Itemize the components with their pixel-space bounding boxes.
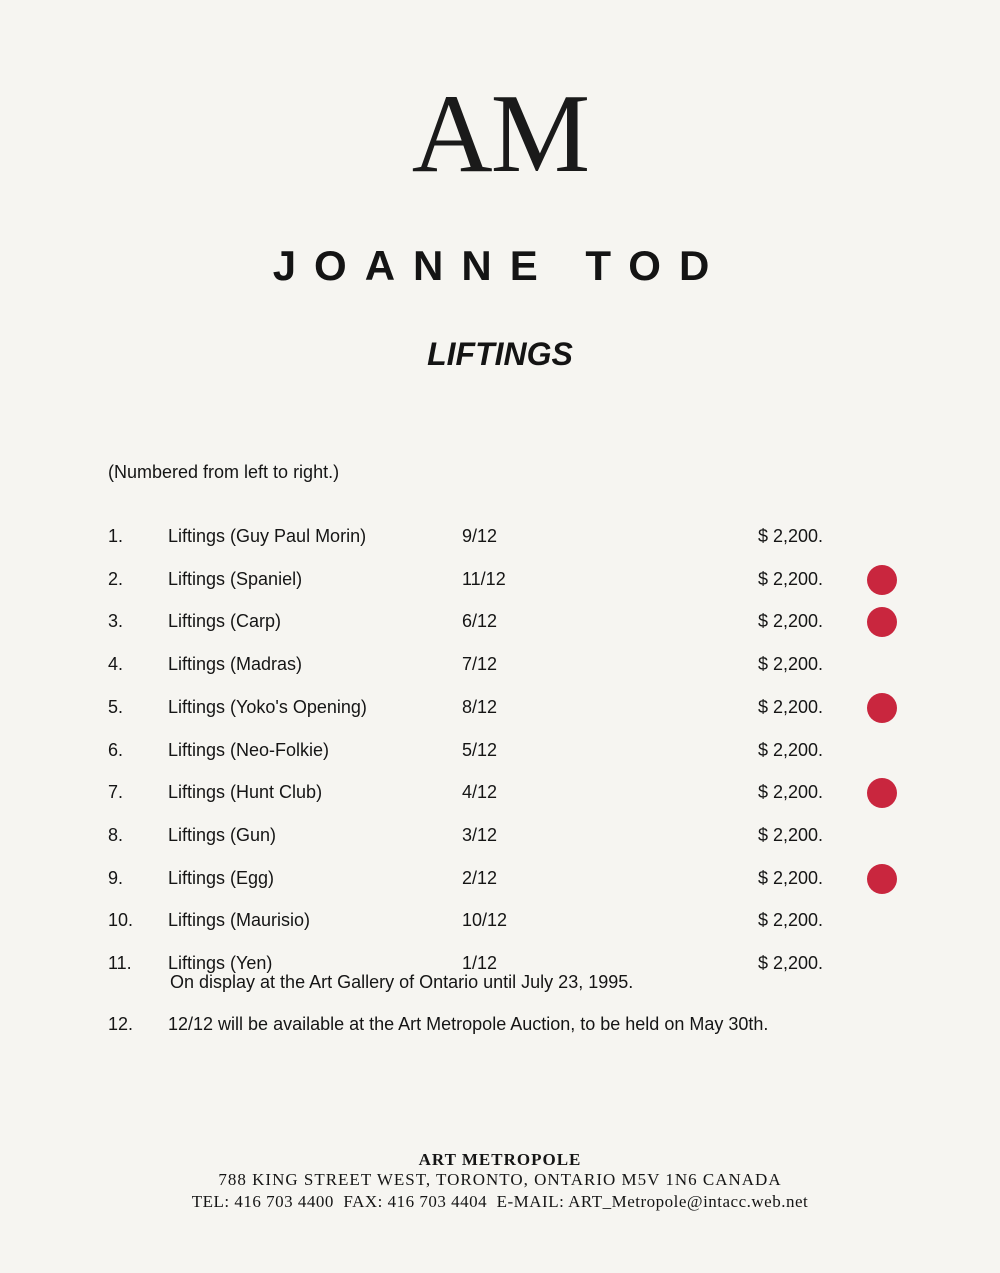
work-title: Liftings (Yen) [168,953,273,973]
sold-dot [867,693,897,723]
item-number: 4. [108,654,124,674]
footer-gallery-name: ART METROPOLE [418,1150,582,1169]
work-row [0,654,1000,684]
edition-number: 2/12 [462,868,498,888]
artist-name: JOANNE TOD [272,242,728,289]
edition-number: 5/12 [462,740,498,760]
item-number: 2. [108,569,124,589]
sold-dot [867,607,897,637]
work-title: Liftings (Guy Paul Morin) [168,526,367,546]
work-price: $ 2,200. [758,526,824,546]
work-title: Liftings (Madras) [168,654,303,674]
sold-dot [867,778,897,808]
edition-number: 4/12 [462,782,498,802]
work-title: Liftings (Egg) [168,868,275,888]
work-price: $ 2,200. [758,953,824,973]
work-row [0,611,1000,641]
work-title: Liftings (Neo-Folkie) [168,740,330,760]
item-number: 8. [108,825,124,845]
work-price: $ 2,200. [758,697,824,717]
work-title: Liftings (Spaniel) [168,569,303,589]
work-price: $ 2,200. [758,569,824,589]
work-price: $ 2,200. [758,782,824,802]
footer-address: 788 KING STREET WEST, TORONTO, ONTARIO M5V 1N6 CANADA [218,1170,782,1189]
edition-number: 7/12 [462,654,498,674]
work-title: Liftings (Hunt Club) [168,782,323,802]
item-12-row [0,1014,1000,1044]
item-number: 9. [108,868,124,888]
item-number: 3. [108,611,124,631]
item-number: 7. [108,782,124,802]
footer-contact: TEL: 416 703 4400 FAX: 416 703 4404 E-MAIL: ART_Metropole@intacc.web.net [191,1192,809,1211]
edition-number: 6/12 [462,611,498,631]
work-row [0,569,1000,599]
work-price: $ 2,200. [758,611,824,631]
work-price: $ 2,200. [758,868,824,888]
work-title: Liftings (Yoko's Opening) [168,697,367,717]
item-number: 12. [108,1014,134,1034]
item-11-note: On display at the Art Gallery of Ontario until July 23, 1995. [170,972,634,992]
work-row [0,782,1000,812]
work-title: Liftings (Gun) [168,825,277,845]
edition-number: 8/12 [462,697,498,717]
exhibition-title: LIFTINGS [427,336,573,372]
edition-number: 3/12 [462,825,498,845]
work-row [0,868,1000,898]
item-number: 6. [108,740,124,760]
sold-dot [867,565,897,595]
item-number: 5. [108,697,124,717]
work-row [0,740,1000,770]
work-row [0,910,1000,940]
sold-dot [867,864,897,894]
edition-number: 11/12 [462,569,506,589]
work-row [0,697,1000,727]
work-row [0,526,1000,556]
work-title: Liftings (Carp) [168,611,282,631]
item-number: 11. [108,953,132,973]
numbering-note: (Numbered from left to right.) [108,462,340,482]
work-row [0,825,1000,855]
edition-number: 10/12 [462,910,508,930]
gallery-logo: AM [411,72,589,196]
work-title: Liftings (Maurisio) [168,910,311,930]
edition-number: 1/12 [462,953,498,973]
work-price: $ 2,200. [758,654,824,674]
work-price: $ 2,200. [758,740,824,760]
work-price: $ 2,200. [758,910,824,930]
item-number: 1. [108,526,124,546]
item-12-text: 12/12 will be available at the Art Metropole Auction, to be held on May 30th. [168,1014,769,1034]
item-number: 10. [108,910,134,930]
edition-number: 9/12 [462,526,498,546]
work-price: $ 2,200. [758,825,824,845]
